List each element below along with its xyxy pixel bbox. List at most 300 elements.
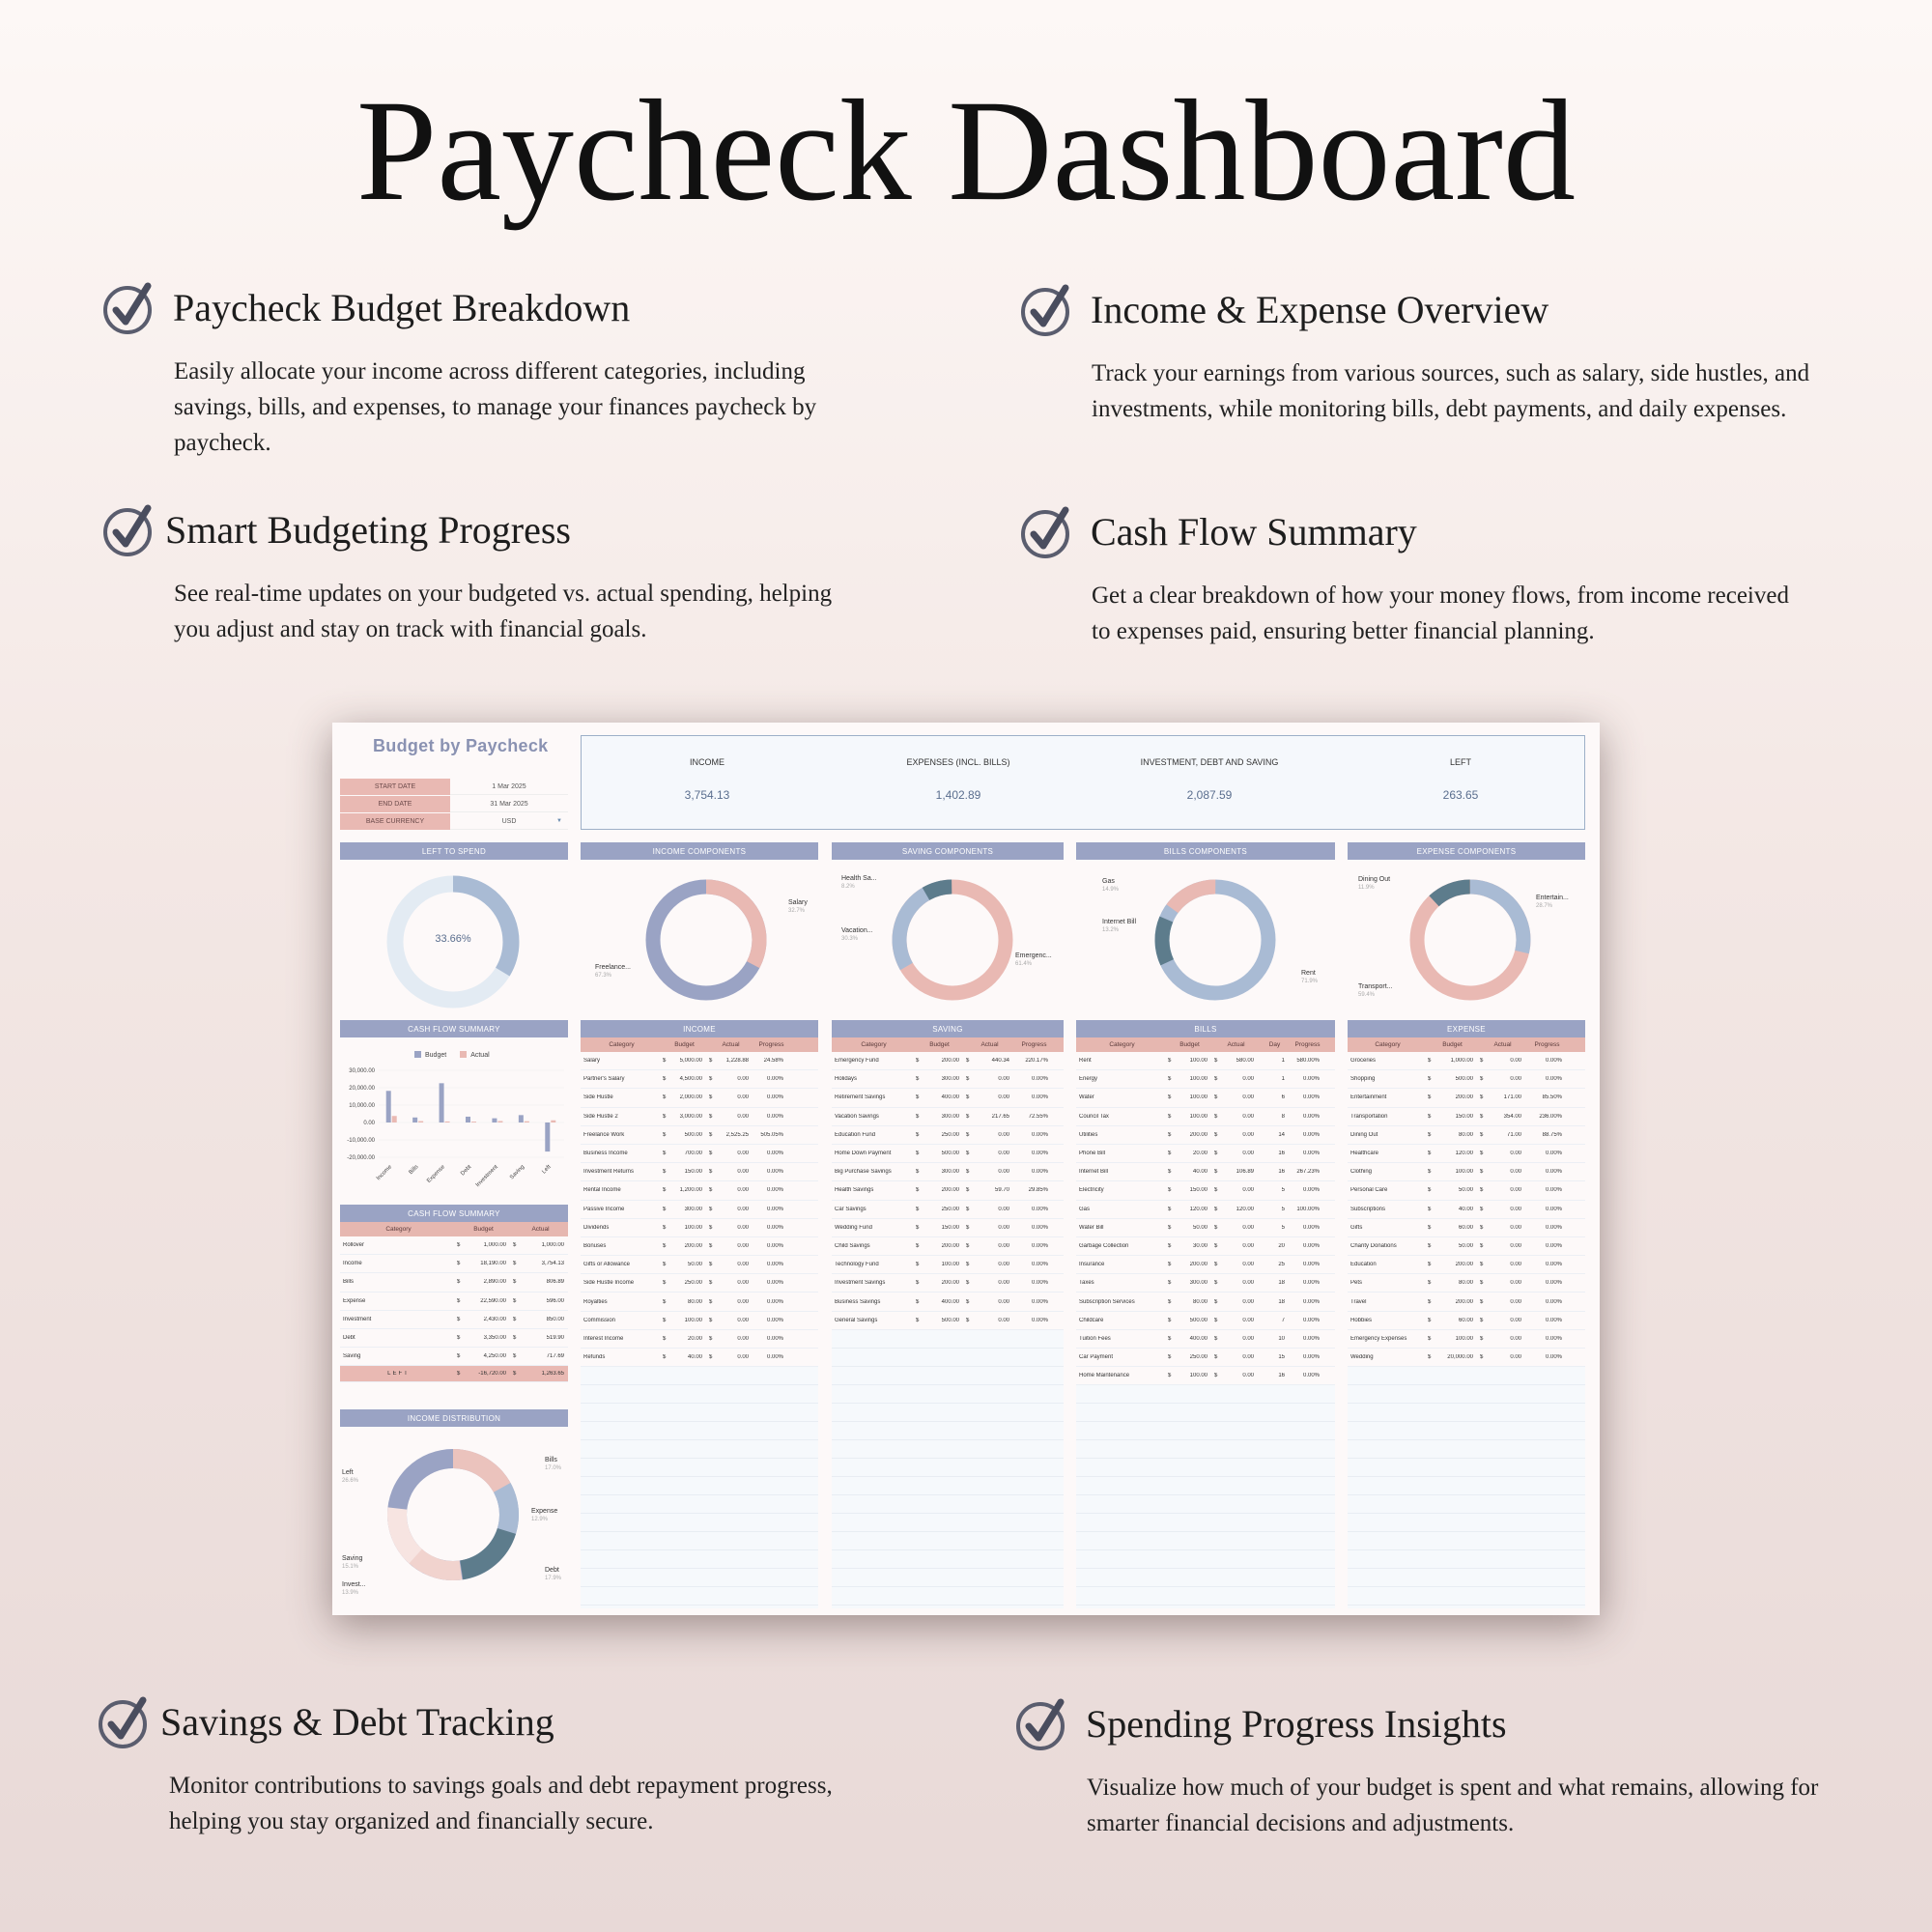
table-row[interactable] xyxy=(1348,1070,1585,1089)
table-row[interactable] xyxy=(581,1070,818,1089)
table-row[interactable] xyxy=(832,1201,1064,1219)
row-value[interactable]: 80.00 xyxy=(1458,1131,1473,1138)
currency-symbol: $ xyxy=(966,1094,970,1101)
donut-label: Emergenc... 61.4% xyxy=(1015,952,1052,967)
check-circle-icon xyxy=(101,278,159,336)
table-row[interactable] xyxy=(340,1255,568,1273)
currency-symbol: $ xyxy=(1168,1169,1172,1176)
row-value[interactable]: 0.00 xyxy=(1510,1151,1521,1157)
table-row[interactable] xyxy=(1348,1219,1585,1237)
row-value: 0.00% xyxy=(1031,1131,1048,1138)
table-row[interactable] xyxy=(581,1108,818,1126)
row-value[interactable]: 100.00 xyxy=(1455,1335,1473,1342)
row-value[interactable]: 0.00 xyxy=(737,1076,749,1083)
row-value[interactable]: 2,525.25 xyxy=(725,1131,749,1138)
currency-symbol: $ xyxy=(513,1316,517,1322)
row-value[interactable]: 500.00 xyxy=(1189,1317,1208,1323)
row-value: 0.00% xyxy=(766,1298,783,1305)
row-value: 0.00% xyxy=(766,1280,783,1287)
table-row[interactable] xyxy=(1076,1089,1335,1107)
meta-end-date xyxy=(340,796,568,812)
table-row[interactable] xyxy=(581,1163,818,1181)
row-value[interactable]: 80.00 xyxy=(687,1298,702,1305)
row-value[interactable]: 0.00 xyxy=(1510,1058,1521,1065)
row-value[interactable]: 1,200.00 xyxy=(679,1187,702,1194)
row-value[interactable]: 0.00 xyxy=(737,1094,749,1101)
row-value[interactable]: 100.00 xyxy=(684,1317,702,1323)
donut-label: Dining Out 11.9% xyxy=(1358,876,1391,891)
table-row[interactable] xyxy=(1348,1163,1585,1181)
row-value[interactable]: 200.00 xyxy=(1455,1094,1473,1101)
row-value[interactable]: 500.00 xyxy=(684,1131,702,1138)
row-value[interactable]: 0.00 xyxy=(1510,1317,1521,1323)
row-value[interactable]: 0.00 xyxy=(998,1298,1009,1305)
currency-symbol: $ xyxy=(663,1187,667,1194)
row-value[interactable]: 0.00 xyxy=(998,1224,1009,1231)
column-header: Progress xyxy=(1294,1041,1321,1048)
table-row[interactable] xyxy=(832,1163,1064,1181)
row-value[interactable]: 0.00 xyxy=(998,1317,1009,1323)
table-row[interactable] xyxy=(340,1293,568,1311)
row-value[interactable]: 0.00 xyxy=(998,1169,1009,1176)
row-value[interactable]: 120.00 xyxy=(1189,1206,1208,1212)
row-value: 0.00% xyxy=(1302,1224,1320,1231)
row-value[interactable]: 100.00 xyxy=(1189,1113,1208,1120)
row-value[interactable]: 100.00 xyxy=(1455,1169,1473,1176)
currency-symbol: $ xyxy=(1214,1113,1218,1120)
currency-symbol: $ xyxy=(709,1058,713,1065)
row-value[interactable]: 0.00 xyxy=(998,1151,1009,1157)
table-row[interactable] xyxy=(832,1145,1064,1163)
currency-symbol: $ xyxy=(1214,1317,1218,1323)
row-value[interactable]: 0.00 xyxy=(1510,1242,1521,1249)
table-row[interactable] xyxy=(581,1274,818,1293)
row-value[interactable]: 200.00 xyxy=(941,1187,959,1194)
currency-symbol: $ xyxy=(513,1279,517,1286)
row-category: Side Hustle xyxy=(583,1094,613,1101)
row-value[interactable]: 0.00 xyxy=(998,1131,1009,1138)
table-row[interactable] xyxy=(581,1237,818,1256)
row-value: 0.00% xyxy=(766,1113,783,1120)
row-value[interactable]: 0.00 xyxy=(737,1224,749,1231)
table-row[interactable] xyxy=(1076,1293,1335,1311)
currency-symbol: $ xyxy=(663,1335,667,1342)
row-value[interactable]: 150.00 xyxy=(684,1169,702,1176)
table-row[interactable] xyxy=(581,1201,818,1219)
section-saving: SAVING xyxy=(832,1020,1064,1037)
row-value[interactable]: 0.00 xyxy=(1242,1113,1254,1120)
table-row[interactable] xyxy=(1348,1181,1585,1200)
currency-symbol: $ xyxy=(966,1262,970,1268)
currency-symbol: $ xyxy=(1480,1242,1484,1249)
table-row[interactable] xyxy=(1348,1108,1585,1126)
table-row[interactable] xyxy=(1348,1052,1585,1070)
meta-value[interactable]: 1 Mar 2025 xyxy=(450,779,568,795)
row-value[interactable]: 250.00 xyxy=(684,1280,702,1287)
row-category: Home Down Payment xyxy=(835,1151,892,1157)
currency-symbol: $ xyxy=(663,1076,667,1083)
currency-symbol: $ xyxy=(1480,1151,1484,1157)
table-row[interactable] xyxy=(581,1330,818,1349)
table-row[interactable] xyxy=(832,1181,1064,1200)
row-value[interactable]: 0.00 xyxy=(737,1262,749,1268)
row-value: 0.00% xyxy=(1302,1262,1320,1268)
row-value[interactable]: 0.00 xyxy=(1242,1131,1254,1138)
table-row[interactable] xyxy=(340,1273,568,1292)
row-value[interactable]: 20.00 xyxy=(687,1335,702,1342)
currency-symbol: $ xyxy=(1480,1335,1484,1342)
row-value[interactable]: 0.00 xyxy=(737,1151,749,1157)
currency-symbol: $ xyxy=(1480,1317,1484,1323)
table-row[interactable] xyxy=(581,1126,818,1145)
donut-label: Freelance... 67.3% xyxy=(595,964,631,979)
table-row[interactable] xyxy=(1076,1070,1335,1089)
currency-symbol: $ xyxy=(457,1335,461,1342)
row-value[interactable]: 100.00 xyxy=(941,1262,959,1268)
table-row[interactable] xyxy=(832,1237,1064,1256)
row-value[interactable]: 354.00 xyxy=(1503,1113,1521,1120)
row-category: Pets xyxy=(1350,1280,1363,1287)
table-row[interactable] xyxy=(340,1348,568,1366)
row-value[interactable]: 250.00 xyxy=(941,1206,959,1212)
table-row[interactable] xyxy=(1076,1367,1335,1385)
donut-label: Left 26.6% xyxy=(342,1469,359,1484)
row-category: Childcare xyxy=(1079,1317,1104,1323)
row-value[interactable]: 0.00 xyxy=(1242,1262,1254,1268)
currency-symbol: $ xyxy=(1428,1131,1432,1138)
table-row[interactable] xyxy=(1076,1163,1335,1181)
row-value[interactable]: 300.00 xyxy=(941,1169,959,1176)
table-row[interactable] xyxy=(1348,1312,1585,1330)
row-value[interactable]: 580.00 xyxy=(1236,1058,1254,1065)
row-value[interactable]: 0.00 xyxy=(1510,1298,1521,1305)
table-row[interactable] xyxy=(1348,1349,1585,1367)
meta-currency xyxy=(340,813,568,830)
row-value[interactable]: 0.00 xyxy=(1510,1280,1521,1287)
row-value[interactable]: 0.00 xyxy=(1510,1206,1521,1212)
row-value[interactable]: 200.00 xyxy=(1455,1262,1473,1268)
row-value[interactable]: 120.00 xyxy=(1236,1206,1254,1212)
row-value[interactable]: 0.00 xyxy=(737,1169,749,1176)
row-value[interactable]: 80.00 xyxy=(1192,1298,1208,1305)
row-value[interactable]: 0.00 xyxy=(737,1317,749,1323)
brand-title: Budget by Paycheck xyxy=(373,736,549,755)
table-row[interactable] xyxy=(581,1312,818,1330)
row-value[interactable]: 60.00 xyxy=(1458,1317,1473,1323)
row-value[interactable]: 71.00 xyxy=(1506,1131,1521,1138)
table-row[interactable] xyxy=(1076,1108,1335,1126)
row-value[interactable]: 200.00 xyxy=(941,1058,959,1065)
row-value[interactable]: 0.00 xyxy=(737,1335,749,1342)
donut-label: Health Sa... 8.2% xyxy=(841,875,877,890)
table-row[interactable] xyxy=(581,1349,818,1367)
row-category: Shopping xyxy=(1350,1076,1376,1083)
x-tick-label: Debt xyxy=(460,1164,473,1178)
table-row[interactable] xyxy=(1076,1126,1335,1145)
table-row[interactable] xyxy=(1076,1256,1335,1274)
row-category: Hobbies xyxy=(1350,1317,1373,1323)
row-value[interactable]: 20.00 xyxy=(1192,1151,1208,1157)
row-value[interactable]: 106.89 xyxy=(1236,1169,1254,1176)
row-value[interactable]: 40.00 xyxy=(687,1354,702,1361)
row-value: 15 xyxy=(1278,1354,1285,1361)
row-value[interactable]: 0.00 xyxy=(737,1242,749,1249)
row-value[interactable]: 100.00 xyxy=(684,1224,702,1231)
row-value[interactable]: 0.00 xyxy=(998,1262,1009,1268)
row-value[interactable]: 250.00 xyxy=(1189,1354,1208,1361)
currency-symbol: $ xyxy=(1214,1187,1218,1194)
currency-symbol: $ xyxy=(1168,1280,1172,1287)
row-value[interactable]: 0.00 xyxy=(737,1280,749,1287)
table-row[interactable] xyxy=(581,1293,818,1311)
row-value[interactable]: 0.00 xyxy=(1242,1317,1254,1323)
row-category: Expense xyxy=(343,1297,366,1304)
row-value[interactable]: 40.00 xyxy=(1458,1206,1473,1212)
table-row[interactable] xyxy=(832,1274,1064,1293)
row-value[interactable]: 30.00 xyxy=(1192,1242,1208,1249)
row-value[interactable]: 59.70 xyxy=(994,1187,1009,1194)
table-row[interactable] xyxy=(1076,1274,1335,1293)
row-value: 0.00% xyxy=(1302,1354,1320,1361)
row-value[interactable]: 150.00 xyxy=(941,1224,959,1231)
row-value[interactable]: 1,228.88 xyxy=(725,1058,749,1065)
currency-symbol: $ xyxy=(1480,1187,1484,1194)
table-row[interactable] xyxy=(1076,1145,1335,1163)
row-category: Investment xyxy=(343,1316,372,1322)
currency-symbol: $ xyxy=(966,1169,970,1176)
y-tick-label: 20,000.00 xyxy=(349,1086,375,1092)
bills-table xyxy=(1076,1037,1335,1608)
table-row[interactable] xyxy=(832,1293,1064,1311)
row-value[interactable]: 0.00 xyxy=(1510,1335,1521,1342)
row-category: Income xyxy=(343,1261,362,1267)
row-value[interactable]: 300.00 xyxy=(684,1206,702,1212)
table-row[interactable] xyxy=(1348,1256,1585,1274)
table-row[interactable] xyxy=(1348,1237,1585,1256)
table-row[interactable] xyxy=(1348,1330,1585,1349)
table-row[interactable] xyxy=(832,1108,1064,1126)
row-value[interactable]: 0.00 xyxy=(998,1094,1009,1101)
row-value[interactable]: 50.00 xyxy=(687,1262,702,1268)
row-category: Garbage Collection xyxy=(1079,1242,1129,1249)
row-value[interactable]: 0.00 xyxy=(998,1242,1009,1249)
row-value[interactable]: 50.00 xyxy=(1192,1224,1208,1231)
row-value[interactable]: 217.65 xyxy=(991,1113,1009,1120)
row-value: 0.00% xyxy=(1031,1076,1048,1083)
row-value[interactable]: 200.00 xyxy=(1189,1131,1208,1138)
row-value[interactable]: 0.00 xyxy=(737,1206,749,1212)
row-value[interactable]: 2,000.00 xyxy=(679,1094,702,1101)
kpi-summary xyxy=(581,735,1585,830)
empty-rows xyxy=(581,1367,818,1608)
row-category: Bills xyxy=(343,1279,355,1286)
row-value[interactable]: 0.00 xyxy=(1242,1076,1254,1083)
row-value[interactable]: 150.00 xyxy=(1189,1187,1208,1194)
row-value[interactable]: 500.00 xyxy=(941,1151,959,1157)
row-value[interactable]: 100.00 xyxy=(1189,1094,1208,1101)
currency-symbol: $ xyxy=(709,1113,713,1120)
row-value[interactable]: 0.00 xyxy=(737,1187,749,1194)
table-row[interactable] xyxy=(1348,1089,1585,1107)
row-value[interactable]: 5,000.00 xyxy=(679,1058,702,1065)
row-value[interactable]: 0.00 xyxy=(737,1354,749,1361)
row-value[interactable]: 0.00 xyxy=(998,1280,1009,1287)
row-value[interactable]: 0.00 xyxy=(998,1206,1009,1212)
row-value[interactable]: 500.00 xyxy=(941,1317,959,1323)
row-value[interactable]: 200.00 xyxy=(1455,1298,1473,1305)
row-category: Education xyxy=(1350,1262,1377,1268)
table-row[interactable] xyxy=(1076,1237,1335,1256)
row-value: 0.00% xyxy=(1545,1169,1562,1176)
donut-label: Invest... 13.9% xyxy=(342,1581,366,1596)
currency-symbol: $ xyxy=(1168,1373,1172,1379)
table-row[interactable] xyxy=(832,1070,1064,1089)
row-category: Electricity xyxy=(1079,1187,1104,1194)
row-value[interactable]: 250.00 xyxy=(941,1131,959,1138)
row-value[interactable]: 150.00 xyxy=(1455,1113,1473,1120)
row-value[interactable]: 300.00 xyxy=(1189,1280,1208,1287)
table-row[interactable] xyxy=(1076,1219,1335,1237)
table-row[interactable] xyxy=(1348,1293,1585,1311)
chevron-down-icon[interactable]: ▼ xyxy=(556,818,562,824)
table-row[interactable] xyxy=(581,1219,818,1237)
row-value[interactable]: 0.00 xyxy=(1242,1373,1254,1379)
table-row[interactable] xyxy=(832,1089,1064,1107)
row-value[interactable]: 300.00 xyxy=(941,1113,959,1120)
row-value[interactable]: 0.00 xyxy=(1242,1224,1254,1231)
cash-flow-bar-chart xyxy=(336,1063,568,1188)
section-income: INCOME xyxy=(581,1020,818,1037)
currency-symbol: $ xyxy=(1168,1187,1172,1194)
row-value[interactable]: 100.00 xyxy=(1189,1076,1208,1083)
table-row[interactable] xyxy=(1076,1201,1335,1219)
table-row[interactable] xyxy=(340,1329,568,1348)
currency-select[interactable] xyxy=(450,813,568,830)
currency-symbol: $ xyxy=(1168,1131,1172,1138)
table-row[interactable] xyxy=(832,1256,1064,1274)
row-value[interactable]: 0.00 xyxy=(1242,1335,1254,1342)
row-value: 3,350.00 xyxy=(483,1335,506,1342)
row-value[interactable]: 0.00 xyxy=(1242,1187,1254,1194)
row-value[interactable]: 0.00 xyxy=(1242,1151,1254,1157)
table-row[interactable] xyxy=(832,1126,1064,1145)
table-row[interactable] xyxy=(1348,1201,1585,1219)
row-value[interactable]: 0.00 xyxy=(1242,1242,1254,1249)
table-row[interactable] xyxy=(1348,1126,1585,1145)
currency-symbol: $ xyxy=(1214,1224,1218,1231)
row-value[interactable]: 20,000.00 xyxy=(1447,1354,1473,1361)
row-value[interactable]: 0.00 xyxy=(1242,1354,1254,1361)
table-row[interactable] xyxy=(340,1311,568,1329)
table-row[interactable] xyxy=(832,1219,1064,1237)
donut-label: Transport... 59.4% xyxy=(1358,983,1393,998)
row-value[interactable]: 50.00 xyxy=(1458,1242,1473,1249)
row-value[interactable]: 0.00 xyxy=(1510,1076,1521,1083)
row-value[interactable]: 60.00 xyxy=(1458,1224,1473,1231)
section-cash-flow-table: CASH FLOW SUMMARY xyxy=(340,1205,568,1222)
currency-symbol: $ xyxy=(1168,1335,1172,1342)
currency-symbol: $ xyxy=(709,1262,713,1268)
row-value[interactable]: 4,500.00 xyxy=(679,1076,702,1083)
bar-budget-expense xyxy=(440,1083,444,1122)
row-value[interactable]: 0.00 xyxy=(1510,1169,1521,1176)
table-row[interactable] xyxy=(581,1256,818,1274)
x-tick-label: Left xyxy=(541,1164,553,1176)
row-value[interactable]: 0.00 xyxy=(1242,1094,1254,1101)
row-value[interactable]: 0.00 xyxy=(1242,1298,1254,1305)
currency-symbol: $ xyxy=(966,1151,970,1157)
table-row[interactable] xyxy=(1076,1181,1335,1200)
table-header xyxy=(1076,1037,1335,1052)
row-value[interactable]: 171.00 xyxy=(1503,1094,1521,1101)
row-value[interactable]: 80.00 xyxy=(1458,1280,1473,1287)
row-value[interactable]: 0.00 xyxy=(1510,1224,1521,1231)
row-value[interactable]: 0.00 xyxy=(998,1076,1009,1083)
row-value: 0.00% xyxy=(1545,1224,1562,1231)
row-value[interactable]: 200.00 xyxy=(941,1242,959,1249)
row-value[interactable]: 0.00 xyxy=(1242,1280,1254,1287)
row-value: 0.00% xyxy=(1031,1169,1048,1176)
table-row[interactable] xyxy=(581,1145,818,1163)
table-row[interactable] xyxy=(581,1089,818,1107)
row-value[interactable]: 300.00 xyxy=(941,1076,959,1083)
row-value[interactable]: 120.00 xyxy=(1455,1151,1473,1157)
row-value[interactable]: 40.00 xyxy=(1192,1169,1208,1176)
currency-symbol: $ xyxy=(663,1224,667,1231)
row-value[interactable]: 100.00 xyxy=(1189,1058,1208,1065)
row-value[interactable]: 440.34 xyxy=(991,1058,1009,1065)
table-row[interactable] xyxy=(581,1181,818,1200)
table-row[interactable] xyxy=(832,1052,1064,1070)
row-value[interactable]: 200.00 xyxy=(941,1280,959,1287)
currency-symbol: $ xyxy=(916,1151,920,1157)
row-value[interactable]: 400.00 xyxy=(1189,1335,1208,1342)
row-value[interactable]: 0.00 xyxy=(1510,1354,1521,1361)
row-value[interactable]: 100.00 xyxy=(1189,1373,1208,1379)
donut-label: Saving 15.1% xyxy=(342,1555,363,1570)
row-value[interactable]: 700.00 xyxy=(684,1151,702,1157)
row-category: Interest Income xyxy=(583,1335,624,1342)
row-value[interactable]: 200.00 xyxy=(684,1242,702,1249)
row-value: 0.00% xyxy=(1031,1317,1048,1323)
table-row[interactable] xyxy=(1348,1274,1585,1293)
table-row[interactable] xyxy=(340,1236,568,1255)
table-row[interactable] xyxy=(1076,1052,1335,1070)
currency-symbol: $ xyxy=(966,1058,970,1065)
row-value[interactable]: 0.00 xyxy=(737,1298,749,1305)
row-value[interactable]: 400.00 xyxy=(941,1094,959,1101)
meta-label: BASE CURRENCY xyxy=(340,813,450,830)
table-row[interactable] xyxy=(832,1312,1064,1330)
row-value[interactable]: 200.00 xyxy=(1189,1262,1208,1268)
row-value[interactable]: 0.00 xyxy=(737,1113,749,1120)
meta-value[interactable]: 31 Mar 2025 xyxy=(450,796,568,812)
empty-rows xyxy=(1076,1385,1335,1607)
table-row[interactable] xyxy=(581,1052,818,1070)
table-row[interactable] xyxy=(1076,1349,1335,1367)
dashboard-screenshot xyxy=(332,723,1600,1615)
row-value[interactable]: 0.00 xyxy=(1510,1262,1521,1268)
row-value[interactable]: 0.00 xyxy=(1510,1187,1521,1194)
table-row[interactable] xyxy=(1076,1330,1335,1349)
table-row[interactable] xyxy=(1348,1145,1585,1163)
row-value[interactable]: 1,000.00 xyxy=(1450,1058,1473,1065)
row-value[interactable]: 3,000.00 xyxy=(679,1113,702,1120)
row-value[interactable]: 50.00 xyxy=(1458,1187,1473,1194)
table-row[interactable] xyxy=(1076,1312,1335,1330)
row-value[interactable]: 500.00 xyxy=(1455,1076,1473,1083)
row-value[interactable]: 400.00 xyxy=(941,1298,959,1305)
